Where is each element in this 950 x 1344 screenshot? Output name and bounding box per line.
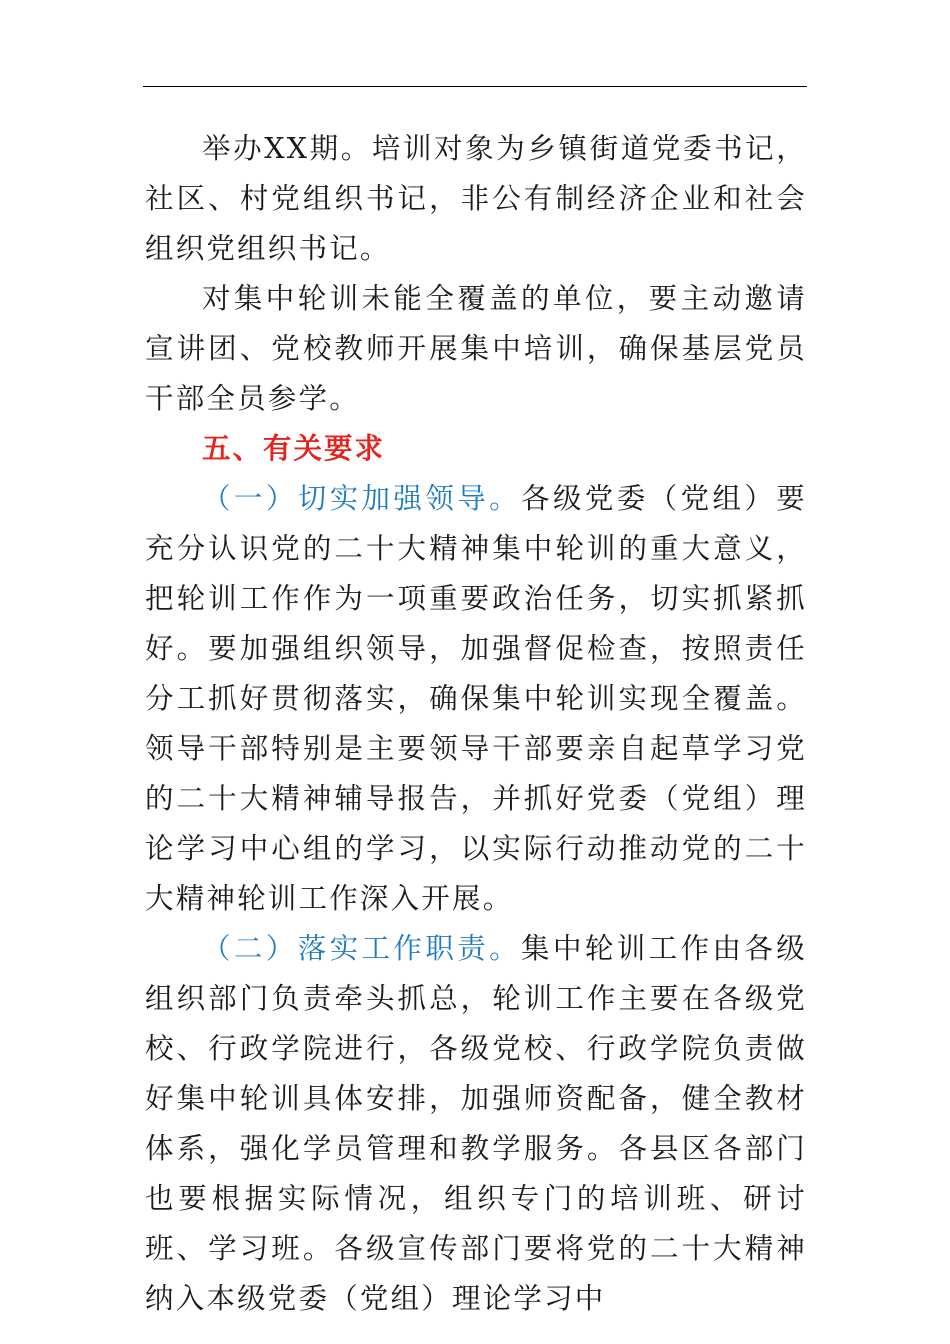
paragraph-duties-body: 集中轮训工作由各级组织部门负责牵头抓总，轮训工作主要在各级党校、行政学院进行，各级党校、行政学院负责做好集中轮训具体安排，加强师资配备，健全教材体系，强化学员管理和教学服务。各县区各部门也要根据实际情况，组织专门的培训班、研讨班、学习班。各级宣传部门要将党的二十大精神纳入本级党委（党组）理论学习中 (145, 932, 807, 1315)
paragraph-duties (145, 924, 807, 1324)
paragraph-leadership (145, 474, 807, 924)
paragraph-coverage: 对集中轮训未能全覆盖的单位，要主动邀请宣讲团、党校教师开展集中培训，确保基层党员干部全员参学。 (145, 282, 807, 415)
document-body (145, 124, 807, 1324)
section-heading: 五、有关要求 (202, 432, 386, 465)
paragraph-training-targets: 举办XX期。培训对象为乡镇街道党委书记，社区、村党组织书记，非公有制经济企业和社会组织党组织书记。 (145, 132, 807, 265)
paragraph-leadership-body: 各级党委（党组）要充分认识党的二十大精神集中轮训的重大意义，把轮训工作作为一项重要政治任务，切实抓紧抓好。要加强组织领导，加强督促检查，按照责任分工抓好贯彻落实，确保集中轮训实现全覆盖。领导干部特别是主要领导干部要亲自起草学习党的二十大精神辅导报告，并抓好党委（党组）理论学习中心组的学习，以实际行动推动党的二十大精神轮训工作深入开展。 (145, 482, 807, 915)
subheading-leadership: （一）切实加强领导。 (202, 482, 522, 515)
header-rule (143, 86, 807, 87)
subheading-duties: （二）落实工作职责。 (202, 932, 522, 965)
